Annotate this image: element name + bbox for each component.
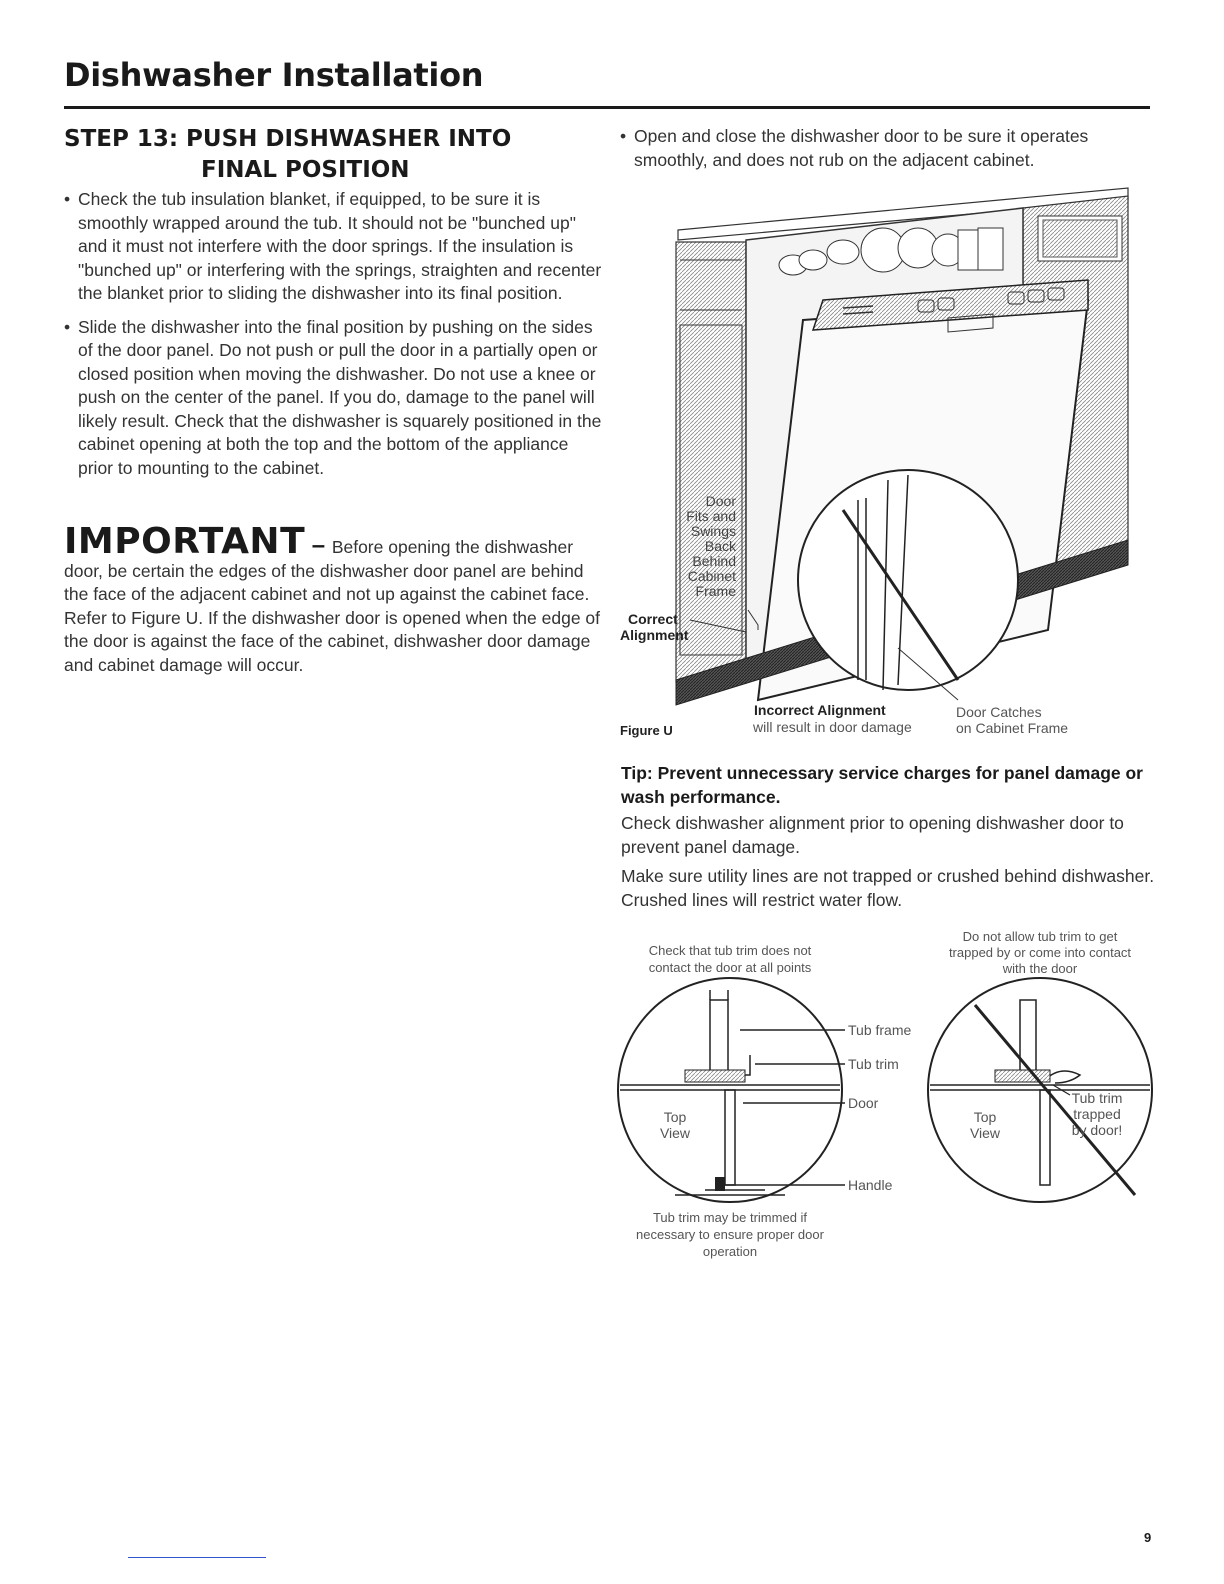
top-view-label: Top [663,1109,687,1125]
right-caption: Do not allow tub trim to get [962,929,1118,944]
important-label: IMPORTANT [64,521,306,562]
top-view-label-line2: View [659,1125,691,1141]
bullet-open-close-door: • Open and close the dishwasher door to be sure it operates smoothly, and does not rub on the adjacent cabinet. [620,124,1160,172]
tub-trim-label: Tub trim [848,1056,899,1072]
left-caption-line2: contact the door at all points [648,960,812,975]
trapped-label-line2: trapped [1073,1106,1121,1122]
door-fits-line: Cabinet [687,568,736,584]
handle-label: Handle [848,1177,893,1193]
trim-note-line2: necessary to ensure proper door [636,1227,824,1242]
door-fits-line: Door [705,493,736,509]
step-heading-line1: STEP 13: PUSH DISHWASHER INTO [64,126,512,152]
title-divider [64,106,1150,109]
trim-note-line3: operation [702,1244,758,1259]
incorrect-alignment-sub: will result in door damage [753,719,912,735]
step-bullet-list [64,188,604,490]
footer-link-underline[interactable] [128,1557,266,1558]
page-title: Dishwasher Installation [64,56,484,94]
correct-alignment-label: Correct [628,611,678,627]
trim-note: Tub trim may be trimmed if [652,1210,808,1225]
door-fits-line: Swings [690,523,736,539]
tip-title: Tip: Prevent unnecessary service charges for panel damage or wash performance. [621,763,1143,807]
door-catches-label: Door Catches [956,704,1042,720]
door-fits-line: Behind [692,553,736,569]
tub-frame-label: Tub frame [848,1022,912,1038]
tip-text-utility-lines: Make sure utility lines are not trapped or crushed behind dishwasher. Crushed lines will restrict water flow. [621,866,1155,910]
top-view-label-right-line2: View [969,1125,1001,1141]
correct-alignment-label-line2: Alignment [620,627,689,643]
right-caption-line2: trapped by or come into contact [948,945,1132,960]
bullet-slide-dishwasher: • Slide the dishwasher into the final position by pushing on the sides of the door panel. Do not push or pull the door in a partially open or closed position when moving the dishwasher. Do not use a knee or push on the center of the panel. If you do, damage to the panel will likely result. Check that the dishwasher is squarely positioned in the cabinet opening at both the top and the bottom of the appliance prior to mounting to the cabinet. [64,316,604,481]
step-heading [64,124,594,186]
door-label: Door [848,1095,879,1111]
top-view-label-right: Top [973,1109,997,1125]
important-text: Before opening the dishwasher door, be certain the edges of the dishwasher door panel are behind the face of the adjacent cabinet and not up against the cabinet face. Refer to Figure U. If the dishwasher door is opened when the edge of the door is against the face of the cabinet, dishwasher door damage and cabinet damage will occur. [64,537,601,675]
tub-trim-illustration [615,925,1160,1265]
step-heading-line2: FINAL POSITION [201,157,410,183]
tip-text-alignment: Check dishwasher alignment prior to opening dishwasher door to prevent panel damage. [621,813,1124,857]
page-number: 9 [1144,1530,1152,1545]
figure-u-caption: Figure U [620,723,673,738]
important-dash: – [305,532,332,559]
bullet-insulation: • Check the tub insulation blanket, if equipped, to be sure it is smoothly wrapped around the tub. It should not be "bunched up" and it must not interfere with the door springs. If the insulation is "bunched up" or interfering with the springs, straighten and recenter the blanket prior to sliding the dishwasher into its final position. [64,188,604,306]
right-bullet-list [620,124,1160,172]
left-caption: Check that tub trim does not [648,943,812,958]
door-fits-line: Back [704,538,736,554]
door-fits-line: Frame [695,583,736,599]
door-catches-label-line2: on Cabinet Frame [956,720,1069,736]
right-caption-line3: with the door [1002,961,1078,976]
figure-u-illustration [618,180,1158,740]
incorrect-alignment-label: Incorrect Alignment [754,702,886,718]
trapped-label: Tub trim [1071,1090,1123,1106]
important-notice [64,521,604,677]
door-fits-line: Fits and [686,508,736,524]
trapped-label-line3: by door! [1071,1122,1123,1138]
